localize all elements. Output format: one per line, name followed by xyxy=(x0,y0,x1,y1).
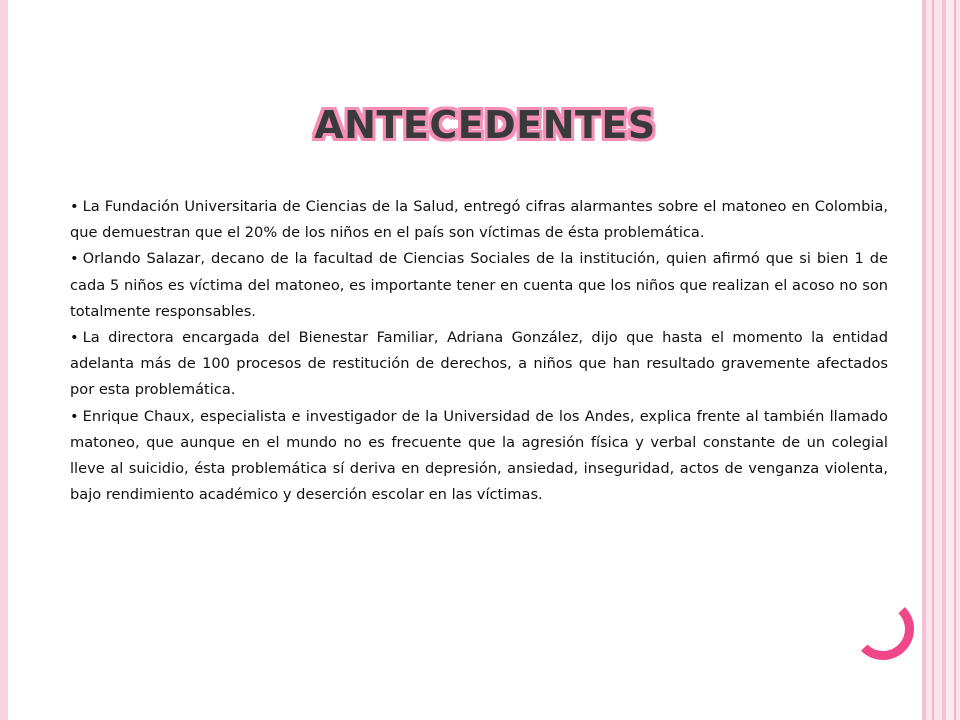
bullet-item xyxy=(70,194,888,246)
decorative-corner-arc xyxy=(852,598,914,660)
slide-title: ANTECEDENTES xyxy=(314,103,656,147)
bullet-text: La Fundación Universitaria de Ciencias de la Salud, entregó cifras alarmantes sobre el matoneo en Colombia, que demuestran que el 20% de los niños en el país son víctimas de ésta problemática. xyxy=(70,198,888,242)
bullet-text: La directora encargada del Bienestar Familiar, Adriana González, dijo que hasta el momento la entidad adelanta más de 100 procesos de restitución de derechos, a niños que han resultado gravemente afectados por esta problemática. xyxy=(70,329,888,399)
bullet-item xyxy=(70,325,888,404)
bullet-text: Enrique Chaux, especialista e investigador de la Universidad de los Andes, explica frente al también llamado matoneo, que aunque en el mundo no es frecuente que la agresión física y verbal constante de un colegial lleve al suicidio, ésta problemática sí deriva en depresión, ansiedad, inseguridad, actos de venganza violenta, bajo rendimiento académico y deserción escolar en las víctimas. xyxy=(70,407,888,504)
bullet-item xyxy=(70,404,888,509)
bullet-mark: • xyxy=(70,329,79,347)
title-wrapper xyxy=(0,103,960,147)
bullet-text: Orlando Salazar, decano de la facultad de Ciencias Sociales de la institución, quien afirmó que si bien 1 de cada 5 niños es víctima del matoneo, es importante tener en cuenta que los niños que realizan el acoso no son totalmente responsables. xyxy=(70,250,888,320)
bullet-list xyxy=(70,194,888,508)
bullet-item xyxy=(70,246,888,325)
bullet-mark: • xyxy=(70,407,79,425)
bullet-mark: • xyxy=(70,250,79,268)
bullet-mark: • xyxy=(70,198,79,215)
